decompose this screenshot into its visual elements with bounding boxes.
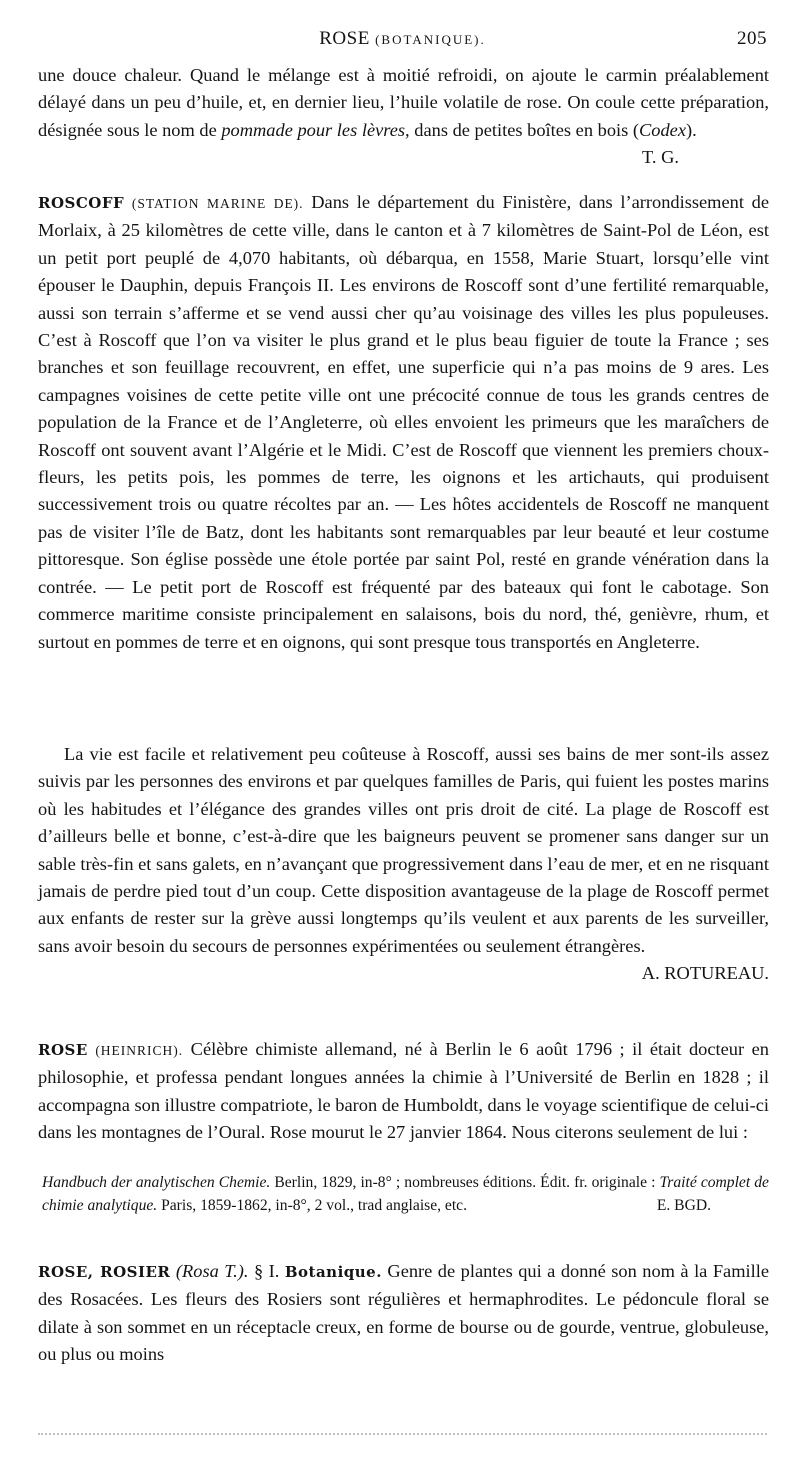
bibliography-text: Paris, 1859-1862, in-8°, 2 vol., trad anglaise, etc. <box>157 1196 468 1214</box>
entry-headword: ROSCOFF <box>38 194 125 212</box>
italic-source: Codex <box>639 119 686 140</box>
author-signature: T. G. <box>642 147 679 168</box>
bibliography <box>42 1172 769 1217</box>
para-text: une douce chaleur. Quand le mélange est à moitié refroidi, on ajoute le carmin préalablement délayé dans un peu d’huile, et, en dernier lieu, l’huile volatile de rose. On coule cette préparation, désignée sous le nom de <box>38 65 769 140</box>
entry-qualifier: (STATION MARINE DE). <box>131 196 304 211</box>
section-title: Botanique. <box>284 1263 382 1281</box>
entry-rose-heinrich <box>38 1036 769 1147</box>
entry-body: Dans le département du Finistère, dans l’arrondissement de Morlaix, à 25 kilomètres de cette ville, dans le canton et à 7 kilomètres de Saint-Pol de Léon, est un petit port peuplé de 4,070 habitants, où débarqua, en 1558, Marie Stuart, lorsqu’elle vint épouser le Dauphin, depuis François II. Les environs de Roscoff sont d’une fertilité remarquable, aussi son terrain s’afferme et se vend aussi cher qu’au voisinage des villes les plus populeuses. C’est à Roscoff que l’on va visiter le plus grand et le plus beau figuier de toute la France ; ses branches et son feuillage recouvrent, en effet, une superficie qui n’a pas moins de 9 ares. Les campagnes voisines de cette petite ville ont une précocité connue de tous les grands centres de population de la France et de l’Angleterre, où elles envoient les primeurs que les maraîchers de Roscoff ont souvent avant l’Algérie et le Midi. C’est de Roscoff que viennent les premiers choux-fleurs, les petits pois, les pommes de terre, les oignons et les artichauts, qui produisent successivement trois ou quatre récoltes par an. — Les hôtes accidentels de Roscoff ne manquent pas de visiter l’île de Batz, dont les habitants sont remarquables par leur beauté et leur costume pittoresque. Son église possède une étole portée par saint Pol, resté en grande vénération dans la contrée. — Le petit port de Roscoff est fréquenté par des bateaux qui font le cabotage. Son commerce maritime consiste principalement en salaisons, bois du nord, thé, genièvre, rhum, et surtout en pommes de terre et en oignons, qui sont presque tous transportés en Angleterre. <box>38 192 769 652</box>
entry-body: Célèbre chimiste allemand, né à Berlin le 6 août 1796 ; il était docteur en philosophie, et professa pendant longues années la chimie à l’Université de Berlin en 1828 ; il accompagna son illustre compatriote, le baron de Humboldt, dans le voyage scientifique de celui-ci dans les montagnes de l’Oural. Rose mourut le 27 janvier 1864. Nous citerons seulement de lui : <box>38 1039 769 1143</box>
bottom-bleed-rule <box>38 1433 767 1435</box>
bibliography-title: Handbuch der analytischen Chemie. <box>42 1174 271 1191</box>
para-text: dans de petites boîtes en bois ( <box>409 119 639 140</box>
italic-term: pommade pour les lèvres, <box>221 119 410 140</box>
author-signature: A. ROTUREAU. <box>641 963 769 984</box>
author-signature: E. BGD. <box>656 1196 711 1214</box>
entry-roscoff <box>38 189 769 656</box>
bibliography-title: Traité complet de chimie analytique. <box>42 1174 769 1214</box>
page-number: 205 <box>737 28 767 49</box>
bibliography-text: Berlin, 1829, in-8° ; nombreuses éditions. Édit. fr. originale : <box>270 1174 660 1191</box>
entry-headword: ROSE <box>38 1041 88 1059</box>
running-head-subtitle: (BOTANIQUE). <box>375 32 486 47</box>
continued-paragraph <box>38 62 769 172</box>
entry-body: La vie est facile et relativement peu coûteuse à Roscoff, aussi ses bains de mer sont-ils assez suivis par les personnes des environs et par quelques familles de Paris, qui fuient les postes marins où les habitudes et l’élégance des grandes villes ont pris droit de cité. La plage de Roscoff est d’ailleurs belle et bonne, c’est-à-dire que les baigneurs peuvent se promener sans danger sur un sable très-fin et sans galets, en n’avançant que progressivement dans l’eau de mer, et en ne risquant jamais de perdre pied tout d’un coup. Cette disposition avantageuse de la plage de Roscoff permet aux enfants de rester sur la grève aussi longtemps qu’ils veulent et aux parents de les surveiller, sans avoir besoin du secours de personnes expérimentées ou seulement étrangères. <box>38 744 769 956</box>
latin-name: (Rosa T.). <box>175 1261 249 1281</box>
running-head <box>38 28 767 56</box>
entry-headword: ROSE, ROSIER <box>38 1263 171 1281</box>
entry-qualifier: (HEINRICH). <box>95 1043 184 1058</box>
section-number: § I. <box>253 1261 280 1281</box>
entry-roscoff-continued <box>38 741 769 988</box>
entry-rose-rosier <box>38 1258 769 1369</box>
running-head-word: ROSE <box>319 28 370 49</box>
entry-body: Genre de plantes qui a donné son nom à la Famille des Rosacées. Les fleurs des Rosiers sont régulières et hermaphrodites. Le pédoncule floral se dilate à son sommet en un réceptacle creux, en forme de bourse ou de gourde, ventrue, globuleuse, ou plus ou moins <box>38 1261 770 1365</box>
para-text: ). <box>685 119 697 140</box>
running-head-title <box>38 28 767 50</box>
